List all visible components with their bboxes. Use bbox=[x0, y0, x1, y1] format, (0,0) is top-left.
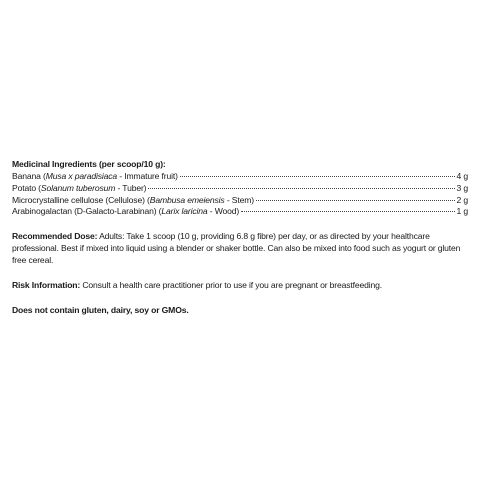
dot-leader bbox=[148, 188, 454, 189]
ingredient-amount: 3 g bbox=[456, 182, 468, 193]
medicinal-ingredients-heading: Medicinal Ingredients (per scoop/10 g): bbox=[12, 159, 166, 169]
risk-information-label: Risk Information: bbox=[12, 280, 81, 291]
ingredient-name: Potato (Solanum tuberosum - Tuber) bbox=[12, 182, 147, 193]
ingredient-amount: 4 g bbox=[456, 171, 468, 181]
allergen-statement: Does not contain gluten, dairy, soy or GMOs. bbox=[12, 305, 189, 316]
ingredient-row-cellulose bbox=[12, 194, 468, 206]
dot-leader bbox=[256, 200, 455, 201]
product-label-text bbox=[12, 158, 468, 316]
ingredient-row-potato bbox=[12, 182, 468, 194]
ingredient-name: Banana (Musa x paradisiaca - Immature fruit) bbox=[12, 171, 178, 181]
risk-information-text: Consult a health care practitioner prior to use if you are pregnant or breastfeeding. bbox=[80, 280, 383, 291]
ingredient-amount: 2 g bbox=[456, 194, 468, 205]
dot-leader bbox=[180, 176, 455, 177]
recommended-dose-text: Adults: Take 1 scoop (10 g, providing 6.8 g fibre) per day, or as directed by your healthcare professional. Best if mixed into liquid using a blender or shaker bottle. Can also be mixed into food such as yogurt or gluten free cereal. bbox=[12, 231, 461, 266]
ingredient-row-banana bbox=[12, 170, 468, 182]
ingredient-row-arabinogalactan bbox=[12, 205, 468, 217]
ingredient-name: Microcrystalline cellulose (Cellulose) (Bambusa emeiensis - Stem) bbox=[12, 194, 254, 205]
ingredient-list bbox=[12, 170, 468, 217]
dot-leader bbox=[241, 211, 454, 212]
recommended-dose bbox=[12, 230, 468, 266]
risk-information bbox=[12, 279, 468, 291]
ingredient-name: Arabinogalactan (D-Galacto-Larabinan) (Larix laricina - Wood) bbox=[12, 206, 240, 217]
ingredient-amount: 1 g bbox=[456, 206, 468, 217]
recommended-dose-label: Recommended Dose: bbox=[12, 231, 98, 242]
